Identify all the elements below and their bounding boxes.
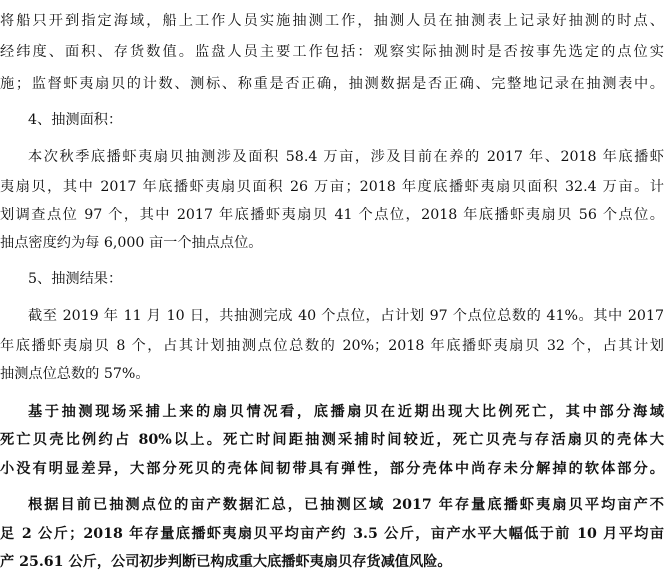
section-heading-5: 5、抽测结果：: [28, 271, 123, 287]
paragraph-5-line-2: 足 2 公斤；2018 年存量底播虾夷扇贝平均亩产约 3.5 公斤，亩产水平大幅低于前 10 月平均亩: [0, 526, 664, 542]
section-heading-4: 4、抽测面积：: [28, 112, 123, 128]
paragraph-3-line-2: 年底播虾夷扇贝 8 个，占其计划抽测点位总数的 20%；2018 年底播虾夷扇贝 32 个，占其计划: [0, 338, 664, 354]
paragraph-5-line-3: 产 25.61 公斤，公司初步判断已构成重大底播虾夷扇贝存货减值风险。: [0, 554, 452, 570]
paragraph-1-line-2: 经纬度、面积、存货数值。监盘人员主要工作包括：观察实际抽测时是否按事先选定的点位实: [0, 44, 664, 60]
paragraph-4-line-2: 死亡贝壳比例约占 80%以上。死亡时间距抽测采捕时间较近，死亡贝壳与存活扇贝的壳体大: [0, 432, 664, 448]
paragraph-1-line-3: 施；监督虾夷扇贝的计数、测标、称重是否正确，抽测数据是否正确、完整地记录在抽测表中。: [0, 76, 664, 92]
paragraph-1-line-1: 将船只开到指定海域，船上工作人员实施抽测工作，抽测人员在抽测表上记录好抽测的时点、: [0, 13, 664, 29]
paragraph-4-line-3: 小没有明显差异，大部分死贝的壳体间韧带具有弹性，部分壳体中尚存未分解掉的软体部分。: [0, 461, 664, 477]
paragraph-2-line-3: 划调查点位 97 个，其中 2017 年底播虾夷扇贝 41 个点位，2018 年底播虾夷扇贝 56 个点位。: [0, 207, 664, 223]
paragraph-2-line-2: 夷扇贝，其中 2017 年底播虾夷扇贝面积 26 万亩；2018 年度底播虾夷扇贝面积 32.4 万亩。计: [0, 179, 664, 195]
paragraph-3-line-1: 截至 2019 年 11 月 10 日，共抽测完成 40 个点位，占计划 97 个点位总数的 41%。其中 2017: [28, 308, 664, 324]
paragraph-2-line-1: 本次秋季底播虾夷扇贝抽测涉及面积 58.4 万亩，涉及目前在养的 2017 年、2018 年底播虾: [28, 149, 664, 165]
paragraph-4-line-1: 基于抽测现场采捕上来的扇贝情况看，底播扇贝在近期出现大比例死亡，其中部分海域: [28, 404, 664, 420]
paragraph-5-line-1: 根据目前已抽测点位的亩产数据汇总，已抽测区域 2017 年存量底播虾夷扇贝平均亩产不: [28, 497, 664, 513]
paragraph-2-line-4: 抽点密度约为每 6,000 亩一个抽点点位。: [0, 235, 263, 251]
paragraph-3-line-3: 抽测点位总数的 57%。: [0, 366, 150, 382]
